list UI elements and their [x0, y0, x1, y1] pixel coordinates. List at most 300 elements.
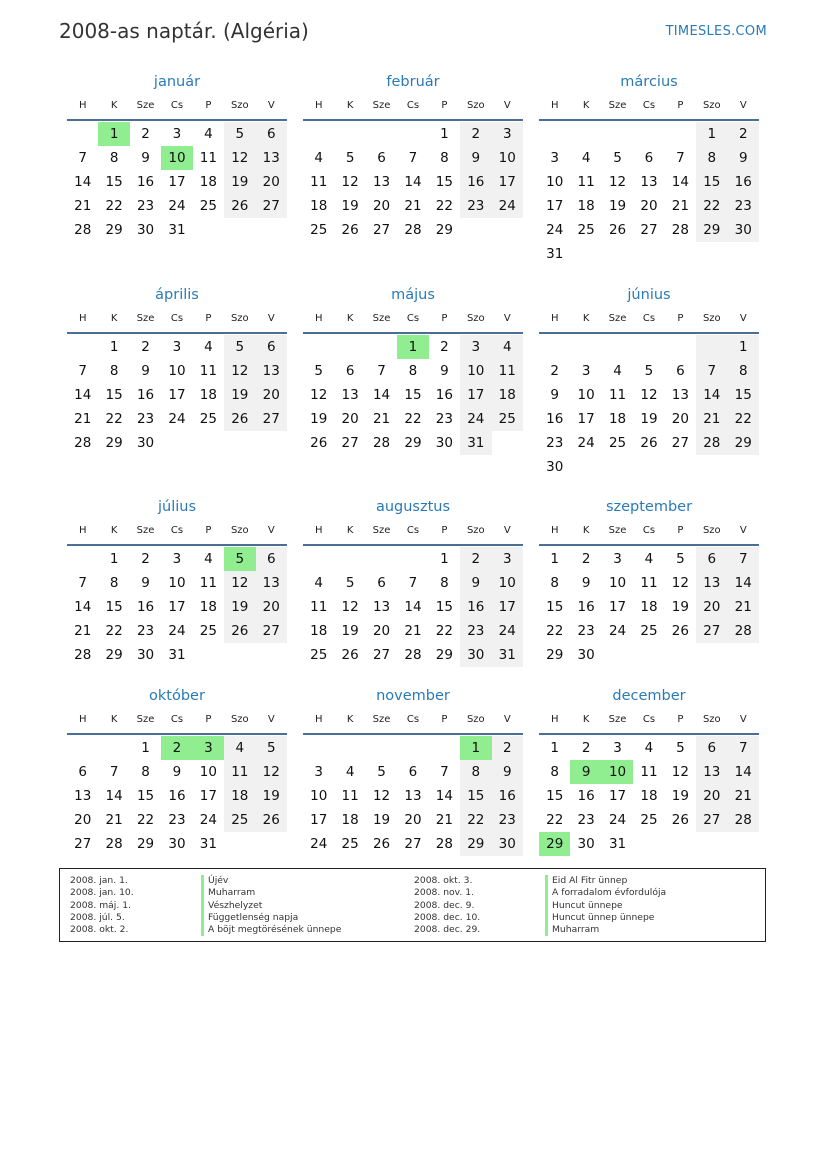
- day-cell: 20: [372, 623, 391, 639]
- empty-day-cell: [193, 431, 224, 455]
- day-cell: 5: [314, 363, 323, 379]
- day-cell: 8: [408, 363, 418, 379]
- week-row: [539, 595, 759, 619]
- day-cell: 23: [577, 623, 595, 639]
- weekday-label: H: [314, 525, 323, 536]
- empty-day-cell: [665, 832, 696, 856]
- weekday-label: K: [346, 714, 354, 725]
- day-cell: 15: [105, 174, 123, 190]
- day-cell: 16: [728, 170, 759, 194]
- day-cell: 12: [372, 788, 391, 804]
- day-cell: 24: [608, 812, 627, 828]
- day-cell: 28: [74, 435, 92, 451]
- day-cell: 14: [404, 599, 422, 615]
- month-6: [539, 285, 759, 479]
- day-cell: 21: [728, 784, 759, 808]
- day-cell: 6: [256, 122, 287, 146]
- day-cell: 6: [408, 764, 418, 780]
- day-cell: 9: [440, 363, 449, 379]
- day-cell: 15: [136, 788, 155, 804]
- empty-day-cell: [665, 335, 696, 359]
- holiday-row: [414, 912, 666, 924]
- week-row: [303, 146, 523, 170]
- day-cell: 17: [168, 174, 186, 190]
- week-row: [67, 359, 287, 383]
- holiday-name: Újév: [201, 875, 228, 887]
- holiday-row: [70, 924, 341, 936]
- day-cell: 5: [224, 122, 255, 146]
- day-cell: 17: [492, 170, 523, 194]
- day-cell: 8: [460, 760, 491, 784]
- empty-day-cell: [334, 736, 365, 760]
- week-row: [303, 218, 523, 242]
- day-cell: 16: [577, 788, 595, 804]
- day-cell: 8: [696, 146, 727, 170]
- day-cell: 10: [602, 760, 633, 784]
- day-cell: 7: [440, 764, 449, 780]
- day-cell: 14: [372, 387, 391, 403]
- empty-day-cell: [193, 643, 224, 667]
- header-divider: [67, 544, 287, 546]
- empty-day-cell: [570, 455, 601, 479]
- day-cell: 19: [224, 383, 255, 407]
- holiday-date: 2008. jan. 10.: [70, 887, 134, 899]
- week-row: [539, 571, 759, 595]
- day-cell: 18: [640, 599, 658, 615]
- day-cell: 21: [74, 198, 92, 214]
- day-cell: 28: [105, 836, 123, 852]
- week-row: [539, 194, 759, 218]
- weekday-label: P: [677, 525, 684, 536]
- day-cell: 22: [105, 411, 123, 427]
- day-cell: 6: [256, 547, 287, 571]
- weekday-label: H: [550, 100, 559, 111]
- empty-day-cell: [397, 122, 428, 146]
- day-cell: 17: [577, 411, 595, 427]
- day-cell: 22: [460, 808, 491, 832]
- day-cell: 16: [492, 784, 523, 808]
- day-cell: 29: [105, 222, 123, 238]
- day-cell: 26: [256, 808, 287, 832]
- day-cell: 5: [676, 551, 685, 567]
- day-cell: 28: [404, 222, 422, 238]
- day-cell: 14: [105, 788, 123, 804]
- empty-day-cell: [728, 455, 759, 479]
- day-cell: 16: [435, 387, 453, 403]
- weekday-label: Szo: [466, 525, 485, 536]
- day-cell: 9: [728, 146, 759, 170]
- day-cell: 14: [728, 571, 759, 595]
- day-cell: 15: [696, 170, 727, 194]
- day-cell: 13: [671, 387, 689, 403]
- day-cell: 7: [78, 363, 87, 379]
- empty-day-cell: [633, 455, 664, 479]
- day-cell: 23: [577, 812, 595, 828]
- week-row: [539, 383, 759, 407]
- weekday-header: [303, 308, 523, 330]
- day-cell: 6: [256, 335, 287, 359]
- day-cell: 15: [105, 387, 123, 403]
- weekday-label: H: [78, 714, 87, 725]
- day-cell: 23: [168, 812, 186, 828]
- day-cell: 16: [136, 174, 155, 190]
- month-3: [539, 72, 759, 266]
- day-cell: 11: [310, 599, 328, 615]
- day-cell: 29: [460, 832, 491, 856]
- day-cell: 19: [640, 411, 658, 427]
- month-grid: [67, 335, 287, 455]
- day-cell: 28: [671, 222, 689, 238]
- empty-day-cell: [633, 643, 664, 667]
- weekday-label: P: [677, 100, 684, 111]
- holiday-date: 2008. júl. 5.: [70, 911, 125, 923]
- day-cell: 27: [74, 836, 92, 852]
- day-cell: 10: [199, 764, 217, 780]
- empty-day-cell: [728, 242, 759, 266]
- day-cell: 6: [644, 150, 654, 166]
- weekday-label: H: [550, 313, 559, 324]
- day-cell: 16: [460, 170, 491, 194]
- weekday-label: Sze: [372, 714, 391, 725]
- day-cell: 5: [256, 736, 287, 760]
- day-cell: 24: [546, 222, 564, 238]
- empty-day-cell: [366, 335, 397, 359]
- empty-day-cell: [334, 547, 365, 571]
- day-cell: 21: [404, 198, 422, 214]
- weekday-label: Sze: [372, 313, 391, 324]
- day-cell: 10: [546, 174, 564, 190]
- day-cell: 12: [224, 146, 255, 170]
- weekday-label: K: [582, 100, 590, 111]
- month-grid: [539, 547, 759, 667]
- day-cell: 14: [728, 760, 759, 784]
- weekday-header: [539, 520, 759, 542]
- day-cell: 1: [728, 335, 759, 359]
- holiday-row: [70, 887, 341, 899]
- day-cell: 17: [492, 595, 523, 619]
- day-cell: 13: [640, 174, 658, 190]
- day-cell: 21: [404, 623, 422, 639]
- day-cell: 11: [224, 760, 255, 784]
- day-cell: 26: [608, 222, 627, 238]
- week-row: [67, 760, 287, 784]
- day-cell: 8: [109, 150, 119, 166]
- day-cell: 6: [696, 547, 727, 571]
- day-cell: 7: [696, 359, 727, 383]
- day-cell: 27: [372, 222, 391, 238]
- day-cell: 16: [168, 788, 186, 804]
- day-cell: 15: [728, 383, 759, 407]
- day-cell: 13: [372, 174, 391, 190]
- holiday-date: 2008. máj. 1.: [70, 899, 131, 911]
- weekday-header: [539, 308, 759, 330]
- day-cell: 25: [199, 623, 217, 639]
- day-cell: 1: [397, 335, 428, 359]
- day-cell: 29: [728, 431, 759, 455]
- week-row: [539, 784, 759, 808]
- holiday-name: Muharram: [545, 924, 599, 936]
- empty-day-cell: [224, 832, 255, 856]
- day-cell: 5: [224, 547, 255, 571]
- week-row: [303, 832, 523, 856]
- day-cell: 8: [440, 575, 449, 591]
- day-cell: 26: [341, 647, 359, 663]
- day-cell: 23: [136, 198, 155, 214]
- week-row: [303, 547, 523, 571]
- day-cell: 27: [696, 619, 727, 643]
- day-cell: 11: [310, 174, 328, 190]
- weekday-label: H: [550, 525, 559, 536]
- day-cell: 17: [608, 788, 627, 804]
- day-cell: 30: [546, 459, 564, 475]
- day-cell: 13: [372, 599, 391, 615]
- month-name: január: [153, 74, 201, 90]
- weekday-label: K: [582, 714, 590, 725]
- header-divider: [539, 733, 759, 735]
- day-cell: 24: [168, 198, 186, 214]
- month-name: szeptember: [605, 499, 693, 515]
- day-cell: 4: [314, 575, 323, 591]
- day-cell: 20: [404, 812, 422, 828]
- holiday-date: 2008. nov. 1.: [414, 887, 474, 899]
- weekday-label: K: [110, 313, 118, 324]
- day-cell: 11: [640, 575, 658, 591]
- header-divider: [303, 332, 523, 334]
- empty-day-cell: [366, 122, 397, 146]
- weekday-header: [67, 709, 287, 731]
- day-cell: 30: [136, 647, 155, 663]
- weekday-label: H: [550, 714, 559, 725]
- weekday-label: Cs: [406, 100, 420, 111]
- day-cell: 16: [577, 599, 595, 615]
- day-cell: 14: [435, 788, 453, 804]
- day-cell: 13: [404, 788, 422, 804]
- day-cell: 9: [550, 387, 559, 403]
- week-row: [67, 383, 287, 407]
- day-cell: 10: [608, 575, 627, 591]
- weekday-header: [67, 95, 287, 117]
- holiday-date: 2008. dec. 9.: [414, 899, 475, 911]
- weekday-label: P: [677, 714, 684, 725]
- day-cell: 4: [224, 736, 255, 760]
- week-row: [303, 595, 523, 619]
- day-cell: 24: [199, 812, 217, 828]
- week-row: [303, 335, 523, 359]
- month-grid: [539, 122, 759, 266]
- weekday-label: Cs: [170, 525, 184, 536]
- weekday-label: K: [346, 525, 354, 536]
- month-name: február: [386, 74, 440, 90]
- day-cell: 24: [310, 836, 328, 852]
- day-cell: 29: [404, 435, 422, 451]
- day-cell: 24: [168, 411, 186, 427]
- day-cell: 22: [435, 623, 453, 639]
- empty-day-cell: [665, 455, 696, 479]
- day-cell: 27: [404, 836, 422, 852]
- day-cell: 15: [435, 599, 453, 615]
- day-cell: 12: [671, 575, 689, 591]
- day-cell: 21: [728, 595, 759, 619]
- day-cell: 18: [341, 812, 359, 828]
- day-cell: 21: [696, 407, 727, 431]
- day-cell: 19: [341, 623, 359, 639]
- weekday-label: Cs: [170, 100, 184, 111]
- weekday-label: Szo: [230, 525, 249, 536]
- day-cell: 14: [74, 599, 92, 615]
- week-row: [67, 736, 287, 760]
- month-10: [67, 686, 287, 856]
- week-row: [67, 194, 287, 218]
- day-cell: 19: [671, 788, 689, 804]
- day-cell: 20: [74, 812, 92, 828]
- empty-day-cell: [696, 335, 727, 359]
- week-row: [539, 736, 759, 760]
- weekday-label: Cs: [170, 313, 184, 324]
- empty-day-cell: [539, 335, 570, 359]
- day-cell: 4: [345, 764, 355, 780]
- weekday-label: Szo: [466, 714, 485, 725]
- day-cell: 4: [644, 551, 654, 567]
- day-cell: 8: [550, 764, 559, 780]
- day-cell: 25: [199, 411, 217, 427]
- day-cell: 30: [136, 222, 155, 238]
- empty-day-cell: [633, 832, 664, 856]
- weekday-label: Cs: [406, 525, 420, 536]
- day-cell: 3: [172, 551, 182, 567]
- day-cell: 10: [161, 146, 192, 170]
- weekday-label: P: [441, 525, 448, 536]
- day-cell: 8: [109, 363, 119, 379]
- weekday-header: [539, 709, 759, 731]
- weekday-label: Szo: [230, 100, 249, 111]
- day-cell: 30: [577, 647, 595, 663]
- week-row: [539, 218, 759, 242]
- weekday-label: Sze: [372, 100, 391, 111]
- weekday-label: V: [739, 100, 747, 111]
- month-grid: [67, 547, 287, 667]
- weekday-label: Sze: [372, 525, 391, 536]
- weekday-label: Cs: [642, 525, 656, 536]
- month-grid: [303, 122, 523, 242]
- week-row: [67, 170, 287, 194]
- day-cell: 11: [492, 359, 523, 383]
- empty-day-cell: [492, 431, 523, 455]
- empty-day-cell: [67, 122, 98, 146]
- day-cell: 22: [546, 623, 564, 639]
- day-cell: 3: [172, 126, 182, 142]
- day-cell: 18: [640, 788, 658, 804]
- day-cell: 11: [608, 387, 627, 403]
- weekday-label: Szo: [702, 525, 721, 536]
- day-cell: 13: [256, 146, 287, 170]
- day-cell: 16: [546, 411, 564, 427]
- brand-link[interactable]: TIMESLES.COM: [665, 24, 767, 39]
- day-cell: 21: [671, 198, 689, 214]
- day-cell: 7: [78, 150, 87, 166]
- week-row: [539, 242, 759, 266]
- day-cell: 4: [314, 150, 323, 166]
- day-cell: 26: [640, 435, 658, 451]
- day-cell: 2: [161, 736, 192, 760]
- weekday-label: Szo: [702, 714, 721, 725]
- day-cell: 1: [550, 740, 559, 756]
- weekday-label: V: [267, 100, 275, 111]
- day-cell: 6: [676, 363, 685, 379]
- holiday-date: 2008. jan. 1.: [70, 875, 128, 886]
- week-row: [67, 407, 287, 431]
- day-cell: 10: [168, 575, 186, 591]
- week-row: [67, 784, 287, 808]
- empty-day-cell: [602, 242, 633, 266]
- day-cell: 16: [136, 599, 155, 615]
- day-cell: 18: [608, 411, 627, 427]
- weekday-label: Sze: [136, 525, 155, 536]
- day-cell: 23: [435, 411, 453, 427]
- day-cell: 27: [256, 619, 287, 643]
- day-cell: 3: [193, 736, 224, 760]
- day-cell: 3: [613, 740, 622, 756]
- day-cell: 15: [404, 387, 422, 403]
- month-8: [303, 497, 523, 667]
- day-cell: 20: [341, 411, 359, 427]
- month-2: [303, 72, 523, 242]
- day-cell: 9: [460, 146, 491, 170]
- day-cell: 3: [550, 150, 559, 166]
- empty-day-cell: [303, 122, 334, 146]
- empty-day-cell: [256, 643, 287, 667]
- day-cell: 6: [377, 575, 386, 591]
- day-cell: 26: [224, 194, 255, 218]
- day-cell: 26: [341, 222, 359, 238]
- holiday-column-left: [70, 875, 341, 936]
- day-cell: 28: [404, 647, 422, 663]
- day-cell: 5: [345, 575, 355, 591]
- day-cell: 22: [546, 812, 564, 828]
- empty-day-cell: [366, 736, 397, 760]
- header-divider: [539, 332, 759, 334]
- empty-day-cell: [696, 242, 727, 266]
- day-cell: 12: [640, 387, 658, 403]
- day-cell: 15: [435, 174, 453, 190]
- day-cell: 28: [728, 808, 759, 832]
- day-cell: 25: [341, 836, 359, 852]
- day-cell: 30: [136, 435, 155, 451]
- day-cell: 29: [539, 832, 570, 856]
- day-cell: 22: [696, 194, 727, 218]
- week-row: [303, 194, 523, 218]
- empty-day-cell: [256, 218, 287, 242]
- day-cell: 26: [224, 619, 255, 643]
- week-row: [539, 122, 759, 146]
- week-row: [303, 619, 523, 643]
- weekday-label: H: [314, 313, 323, 324]
- weekday-label: Sze: [136, 313, 155, 324]
- day-cell: 3: [314, 764, 323, 780]
- day-cell: 25: [310, 647, 328, 663]
- day-cell: 8: [109, 575, 119, 591]
- week-row: [539, 619, 759, 643]
- day-cell: 25: [492, 407, 523, 431]
- day-cell: 4: [204, 551, 213, 567]
- empty-day-cell: [570, 122, 601, 146]
- day-cell: 1: [98, 122, 129, 146]
- day-cell: 27: [372, 647, 391, 663]
- day-cell: 29: [105, 435, 123, 451]
- empty-day-cell: [366, 547, 397, 571]
- week-row: [539, 760, 759, 784]
- day-cell: 21: [435, 812, 453, 828]
- day-cell: 9: [141, 363, 150, 379]
